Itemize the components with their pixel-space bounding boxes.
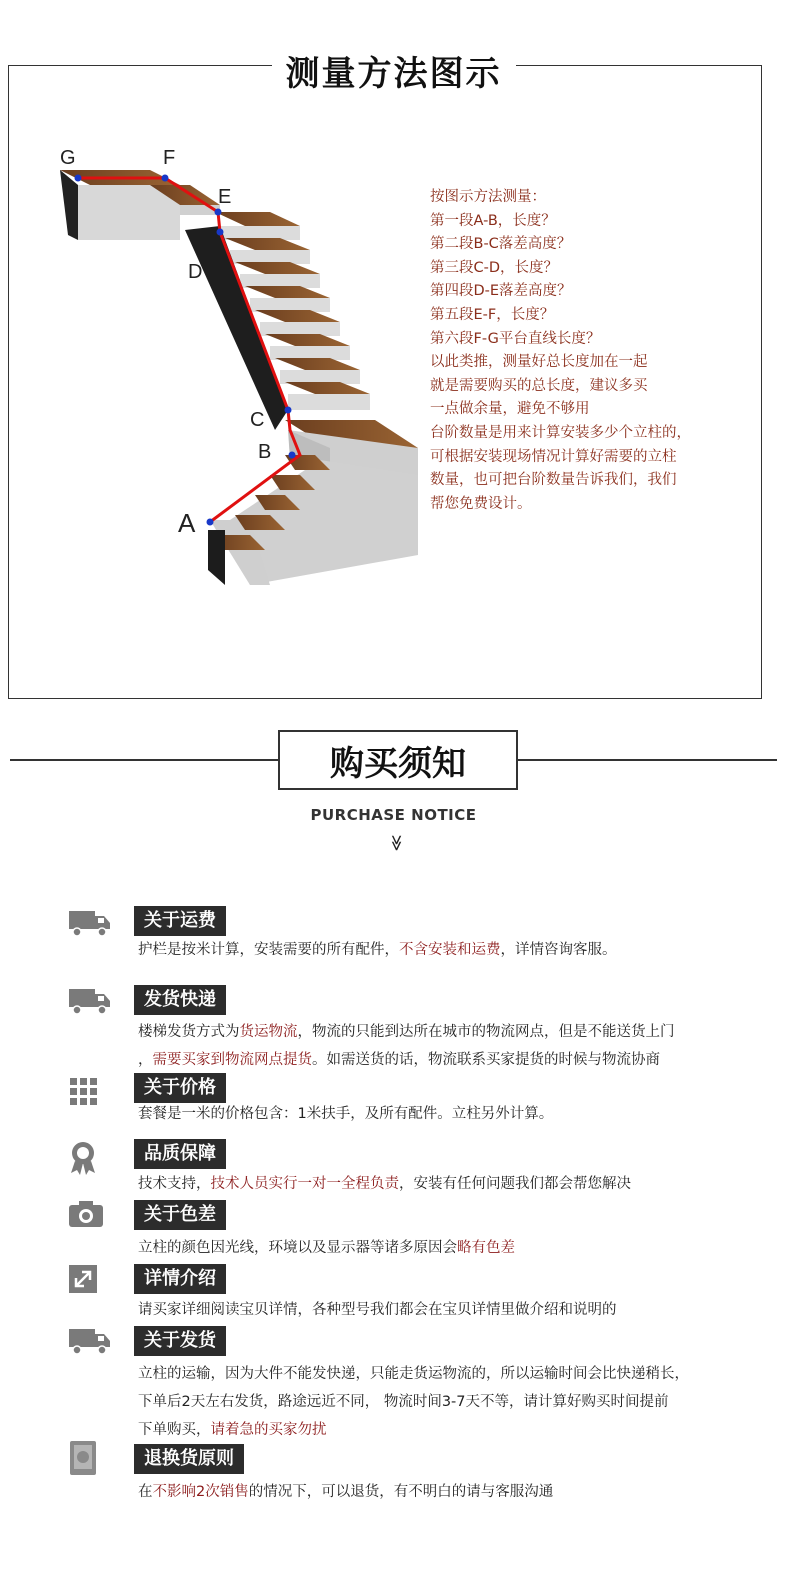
instruction-line: 按图示方法测量：: [430, 189, 546, 205]
truck-icon: [68, 1326, 112, 1360]
instruction-line: 一点做余量，避免不够用: [430, 401, 590, 418]
notice-item-label: 关于价格: [134, 1073, 226, 1103]
notice-item-text: [138, 1020, 675, 1044]
divider-right: [518, 759, 777, 761]
chevron-down-icon: ≫: [387, 834, 407, 852]
body-text: 护栏是按米计算，安装需要的所有配件，: [138, 942, 399, 958]
staircase-diagram: [30, 130, 430, 600]
instruction-line: 第四段D-E落差高度？: [430, 283, 572, 300]
instruction-line: 数量，也可把台阶数量告诉我们，我们: [430, 472, 677, 489]
instruction-line: 第一段A-B，长度？: [430, 212, 556, 229]
highlight-text: 需要买家到物流网点提货: [152, 1052, 312, 1068]
camera-icon: [68, 1200, 112, 1234]
notice-item-text: [138, 1418, 327, 1442]
body-text: 技术支持，: [138, 1176, 211, 1192]
notice-item-label: 关于发货: [134, 1326, 226, 1356]
notice-item-label: 关于运费: [134, 906, 226, 936]
body-text: 套餐是一米的价格包含：1米扶手，及所有配件。立柱另外计算。: [138, 1106, 554, 1122]
instruction-line: 帮您免费设计。: [430, 495, 532, 512]
expand-icon: [68, 1264, 112, 1298]
body-text: ，详情咨询客服。: [500, 942, 617, 958]
body-text: 在: [138, 1484, 153, 1500]
highlight-text: 略有色差: [457, 1240, 515, 1256]
divider-left: [10, 759, 278, 761]
point-e-marker: [215, 209, 222, 216]
body-text: ，物流的只能到达所在城市的物流网点，但是不能送货上门: [297, 1024, 675, 1040]
point-a-label: A: [178, 508, 196, 538]
notice-item-label: 详情介绍: [134, 1264, 226, 1294]
return-box-icon: [68, 1440, 112, 1474]
notice-title: 购买须知: [278, 730, 518, 790]
upper-flight: [185, 212, 370, 430]
body-text: 下单后2天左右发货，路途远近不同， 物流时间3-7天不等，请计算好购买时间提前: [138, 1394, 669, 1410]
notice-item-text: [138, 1048, 660, 1072]
notice-item-text: [138, 1102, 553, 1126]
instruction-line: 以此类推，测量好总长度加在一起: [430, 354, 648, 371]
instruction-line: 台阶数量是用来计算安装多少个立柱的，: [430, 424, 691, 441]
notice-item-text: [138, 1362, 689, 1386]
point-f-label: F: [163, 147, 176, 169]
award-icon: [68, 1140, 112, 1174]
instruction-line: 就是需要购买的总长度，建议多买: [430, 377, 648, 394]
body-text: 楼梯发货方式为: [138, 1024, 240, 1040]
highlight-text: 技术人员实行一对一全程负责: [210, 1176, 399, 1192]
body-text: ，: [138, 1052, 153, 1068]
notice-item-label: 发货快递: [134, 985, 226, 1015]
notice-subtitle: PURCHASE NOTICE: [310, 806, 477, 824]
notice-item-text: [138, 1390, 669, 1414]
instruction-line: 可根据安装现场情况计算好需要的立柱: [430, 448, 677, 465]
point-g-marker: [75, 175, 82, 182]
measure-instructions: [430, 186, 760, 516]
notice-item-text: [138, 1480, 553, 1504]
highlight-text: 不含安装和运费: [399, 942, 501, 958]
instruction-line: 第五段E-F，长度？: [430, 306, 555, 323]
body-text: 的情况下，可以退货，有不明白的请与客服沟通: [248, 1484, 554, 1500]
notice-item-label: 退换货原则: [134, 1444, 244, 1474]
grid-icon: [68, 1076, 112, 1110]
point-a-marker: [207, 519, 214, 526]
measure-title: 测量方法图示: [0, 46, 787, 95]
body-text: 立柱的颜色因光线，环境以及显示器等诸多原因会: [138, 1240, 457, 1256]
truck-icon: [68, 986, 112, 1020]
point-g-label: G: [60, 147, 76, 169]
body-text: 。如需送货的话，物流联系买家提货的时候与物流协商: [312, 1052, 660, 1068]
notice-item-text: [138, 1236, 515, 1260]
notice-item-text: [138, 1298, 617, 1322]
point-b-marker: [289, 452, 296, 459]
highlight-text: 不影响2次销售: [152, 1484, 249, 1500]
point-d-label: D: [188, 261, 203, 283]
notice-item-text: [138, 1172, 631, 1196]
notice-item-label: 关于色差: [134, 1200, 226, 1230]
point-c-marker: [285, 407, 292, 414]
point-e-label: E: [218, 186, 232, 208]
highlight-text: 货运物流: [239, 1024, 298, 1040]
instruction-line: 第二段B-C落差高度？: [430, 236, 572, 253]
point-d-marker: [217, 229, 224, 236]
instruction-line: 第六段F-G平台直线长度？: [430, 330, 601, 347]
highlight-text: 请着急的买家勿扰: [210, 1422, 327, 1438]
truck-icon: [68, 908, 112, 942]
point-f-marker: [162, 175, 169, 182]
body-text: 下单购买，: [138, 1422, 211, 1438]
body-text: 请买家详细阅读宝贝详情，各种型号我们都会在宝贝详情里做介绍和说明的: [138, 1302, 617, 1318]
notice-item-text: [138, 938, 617, 962]
point-b-label: B: [258, 441, 272, 463]
body-text: ，安装有任何问题我们都会帮您解决: [399, 1176, 631, 1192]
body-text: 立柱的运输，因为大件不能发快递，只能走货运物流的，所以运输时间会比快递稍长，: [138, 1366, 689, 1382]
point-c-label: C: [250, 409, 265, 431]
instruction-line: 第三段C-D，长度？: [430, 259, 559, 276]
notice-item-label: 品质保障: [134, 1139, 226, 1169]
